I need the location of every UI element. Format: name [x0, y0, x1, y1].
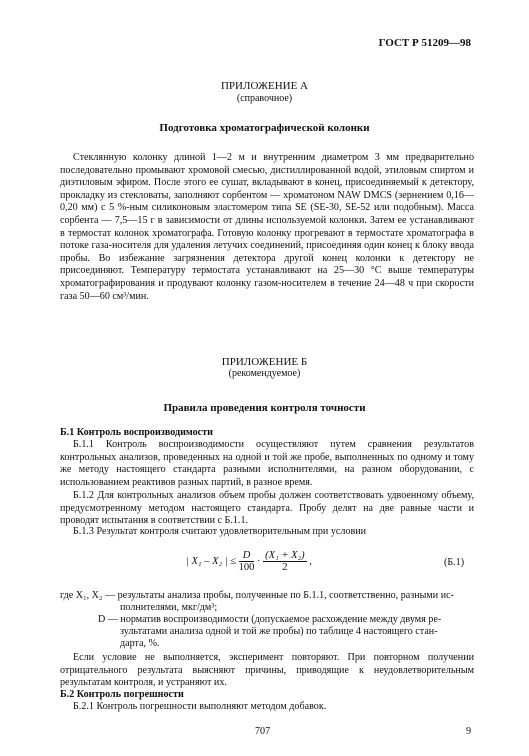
- where-d-definition-cont2: дарта, %.: [120, 638, 160, 649]
- section-b2-heading: Б.2 Контроль погрешности: [60, 689, 184, 700]
- formula-frac2-num: (X₁ + X₂): [265, 550, 305, 561]
- formula-dot: ·: [257, 555, 261, 567]
- section-b1-heading: Б.1 Контроль воспроизводимости: [60, 427, 213, 438]
- formula-tail: ,: [309, 555, 312, 567]
- formula-frac1-den: 100: [238, 562, 255, 573]
- para-b1-2: Б.1.2 Для контрольных анализов объем пробы должен соответствовать удвоенному объему, предусмотренному методом настоящего стандарта. Пробу делят на две равные части и проводят испытания в соответствии с Б.1.1.: [60, 490, 474, 527]
- appendix-a-text: Стеклянную колонку длиной 1—2 м и внутренним диаметром 3 мм предварительно последовательно промывают хромовой смесью, дистиллированной водой, этиловым спиртом и диэтиловым эфиром. После этого ее сушат, вкладывают в конец, присоединяемый к детектору, прокладку из стекловаты, заполняют сорбентом — хроматоном NAW DMCS (зернением 0,16—0,20 мм) с 5 %-ным силиконовым эластомером типа SE (SE-30, SE-52 или подобным). Масса сорбента — 7,5—15 г в зависимости от длины используемой колонки. Затем ее устанавливают в термостат колонок хроматографа. Готовую колонку прогревают в термостате хроматографа в потоке газа-носителя для удаления летучих соединений, присоединяя один конец к блоку ввода пробы. Во избежание загрязнения детектора другой конец колонки к детектору не присоединяют. Температуру термостата устанавливают на 25—30 °С выше температуры хроматографирования и продувают колонку газом-носителем в течение 24—48 ч при скорости газа 50—60 см³/мин.: [60, 152, 474, 302]
- formula-number: (Б.1): [444, 557, 465, 568]
- appendix-b-heading: Правила проведения контроля точности: [163, 402, 366, 414]
- standard-header: ГОСТ Р 51209—98: [378, 37, 471, 49]
- formula-lhs: | X₁ – X₂ | ≤: [186, 555, 237, 567]
- formula-b1: [186, 550, 312, 573]
- appendix-b-title: ПРИЛОЖЕНИЕ Б: [221, 356, 308, 368]
- para-b1-1: Б.1.1 Контроль воспроизводимости осуществляют путем сравнения результатов контрольных анализов, проведенных на одной и той же пробе, выполненных по одному и тому же методу настоящего стандарта разными исполнителями, на разном оборудовании, с использованием реактивов разных партий, в разное время.: [60, 439, 474, 488]
- formula-fraction-2: [263, 550, 306, 573]
- para-b1-3: Б.1.3 Результат контроля считают удовлетворительным при условии: [73, 526, 367, 537]
- where-x-definition: где X₁, X₂ — результаты анализа пробы, полученные по Б.1.1, соответственно, разными ис-: [60, 590, 454, 601]
- where-d-definition: D — норматив воспроизводимости (допускаемое расхождение между двумя ре-: [98, 614, 442, 625]
- para-b2-1: Б.2.1 Контроль погрешности выполняют методом добавок.: [73, 701, 327, 712]
- para-b1-4: Если условие не выполняется, эксперимент повторяют. При повторном получении отрицательного результата выясняют причины, приводящие к неудовлетворительным результатам контроля, и устраняют их.: [60, 652, 474, 689]
- appendix-a-heading: Подготовка хроматографической колонки: [159, 122, 370, 134]
- where-d-definition-cont1: зультатами анализа одной и той же пробы) по таблице 4 настоящего стан-: [120, 626, 438, 637]
- footer-center-number: 707: [255, 726, 271, 737]
- appendix-a-title: ПРИЛОЖЕНИЕ А: [220, 80, 308, 92]
- appendix-b-note: (рекомендуемое): [228, 368, 301, 379]
- formula-frac2-den: 2: [282, 562, 288, 573]
- formula-frac1-num: D: [239, 550, 255, 562]
- formula-fraction-1: [239, 550, 255, 573]
- appendix-a-note: (справочное): [236, 93, 293, 104]
- page-number: 9: [466, 726, 472, 737]
- where-x-definition-cont: полнителями, мкг/дм³;: [120, 602, 218, 613]
